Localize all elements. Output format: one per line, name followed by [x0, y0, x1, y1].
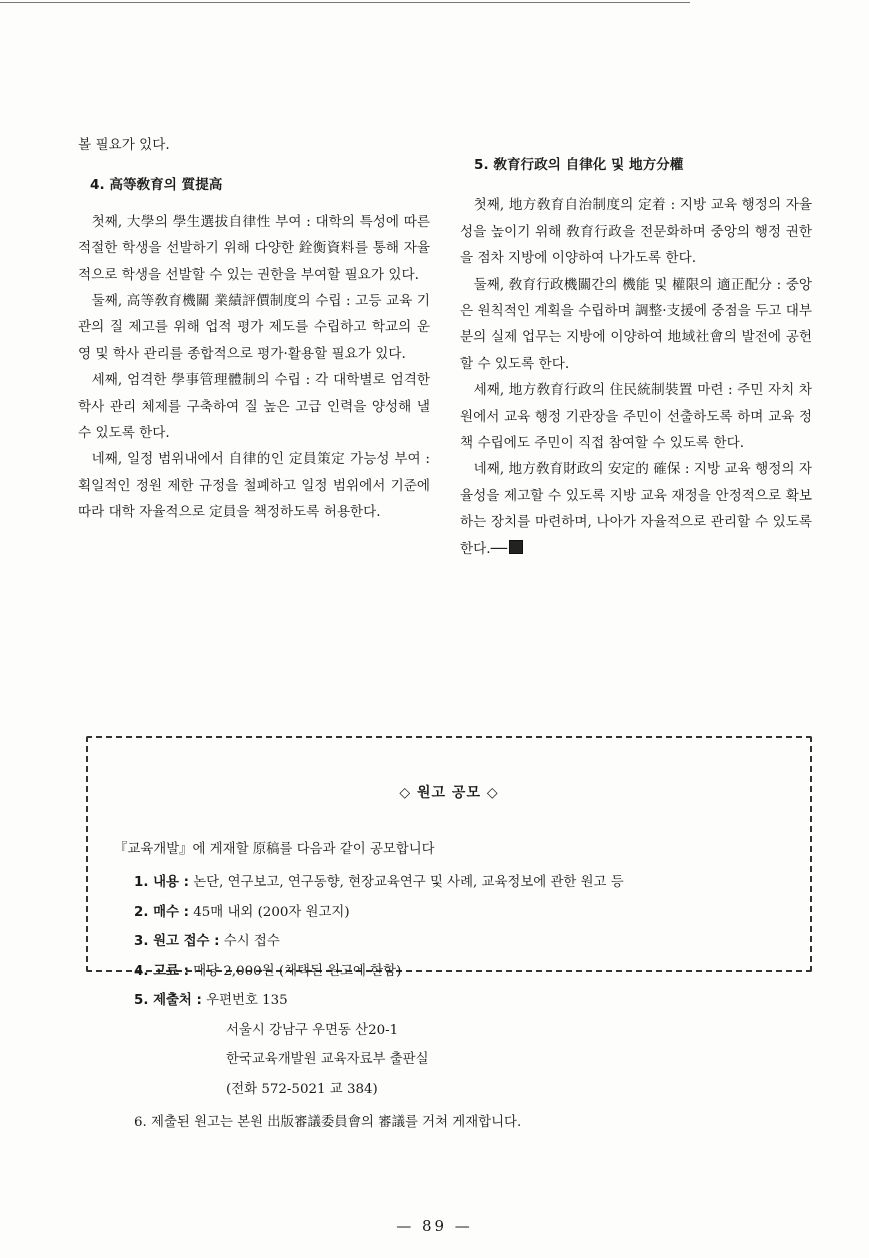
list-item: 2. 매수 : 45매 내외 (200자 원고지) [134, 904, 350, 920]
section-heading-5: 5. 敎育行政의 自律化 및 地方分權 [474, 157, 684, 173]
paragraph: 첫째, 地方敎育自治制度의 定着 : 지방 교육 행정의 자율성을 높이기 위해 敎育行政을 전문화하며 중앙의 행정 권한을 점차 지방에 이양하여 나가도록 한다. [460, 197, 812, 267]
top-rule [0, 2, 690, 3]
paragraph: 둘째, 高等敎育機關 業績評價制度의 수립 : 고등 교육 기관의 질 제고를 위해 업적 평가 제도를 수립하고 학교의 운영 및 학사 관리를 종합적으로 평가·활용할 필요가 있다. [78, 293, 430, 362]
notice-intro: 『교육개발』에 게재할 原稿를 다음과 같이 공모합니다 [114, 842, 435, 857]
address-line: (전화 572-5021 교 384) [226, 1081, 378, 1097]
section-heading-4: 4. 高等敎育의 質提高 [90, 177, 223, 194]
continuation-text: 볼 필요가 있다. [78, 137, 170, 153]
list-item: 1. 내용 : 논단, 연구보고, 연구동향, 현장교육연구 및 사례, 교육정보에 관한 원고 등 [134, 875, 624, 890]
right-column [460, 132, 812, 562]
paragraph: 첫째, 大學의 學生選拔自律性 부여 : 대학의 특성에 따른 적절한 학생을 선발하기 위해 다양한 銓衡資料를 통해 자율적으로 학생을 선발할 수 있는 권한을 부여할 필요가 있다. [78, 213, 430, 283]
list-item: 4. 고료 : 매당 2,000원 (채택된 원고에 한함) [134, 963, 402, 979]
list-item: 3. 원고 접수 : 수시 접수 [134, 934, 280, 949]
address-line: 서울시 강남구 우면동 산20-1 [226, 1022, 399, 1038]
notice-list [134, 868, 624, 1138]
paragraph: 둘째, 敎育行政機關간의 機能 및 權限의 適正配分 : 중앙은 원칙적인 계획을 수립하며 調整·支援에 중점을 두고 대부분의 실제 업무는 지방에 이양하여 地域社會의 발전에 공헌할 수 있도록 한다. [460, 276, 812, 372]
left-column [78, 132, 430, 526]
notice-title: ◇ 원고 공모 ◇ [399, 785, 499, 801]
paragraph: 세째, 地方敎育行政의 住民統制裝置 마련 : 주민 자치 차원에서 교육 행정 기관장을 주민이 선출하도록 하며 교육 정책 수립에도 주민이 직접 참여할 수 있도록 한다. [460, 382, 812, 452]
paragraph: 세째, 엄격한 學事管理體制의 수립 : 각 대학별로 엄격한 학사 관리 체제를 구축하여 질 높은 고급 인력을 양성해 낼 수 있도록 한다. [78, 372, 430, 442]
list-item: 5. 제출처 : 우편번호 135 [134, 993, 288, 1008]
end-mark-icon [509, 540, 523, 554]
manuscript-call-box [86, 736, 812, 1130]
page-number: — 89 — [396, 1217, 473, 1235]
paragraph: 네째, 일정 범위내에서 自律的인 定員策定 가능성 부여 : 획일적인 정원 제한 규정을 철폐하고 일정 범위에서 기준에 따라 대학 자율적으로 定員을 책정하도록 허용한다. [78, 451, 430, 521]
paragraph-text: 네째, 地方敎育財政의 安定的 確保 : 지방 교육 행정의 자율성을 제고할 수 있도록 지방 교육 재정을 안정적으로 확보하는 장치를 마련하며, 나아가 자율적으로 관리할 수 있도록 한다.── [460, 461, 812, 557]
paragraph [460, 456, 812, 562]
list-item-closing: 6. 제출된 원고는 본원 出版審議委員會의 審議를 거쳐 게재합니다. [134, 1115, 522, 1130]
address-line: 한국교육개발원 교육자료부 출판실 [226, 1052, 429, 1067]
